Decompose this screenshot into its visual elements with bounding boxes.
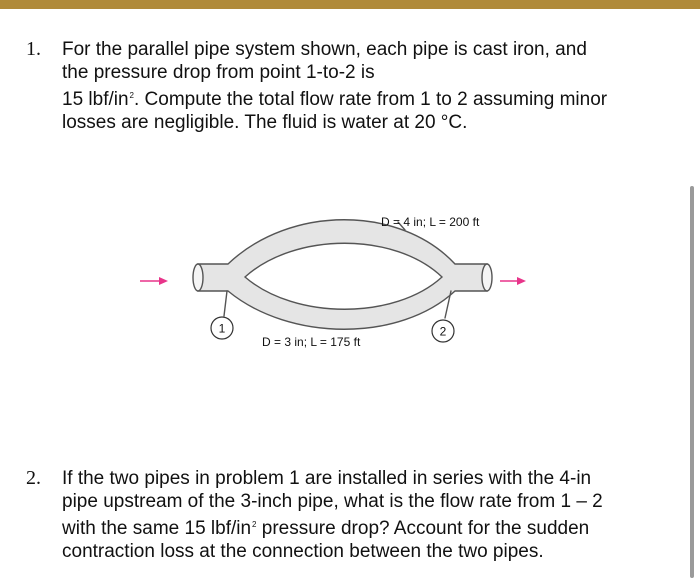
problem-1-line-3-pre: 15 lbf/in (62, 89, 129, 110)
vertical-scrollbar[interactable] (690, 186, 694, 578)
point-2-label: 2 (439, 324, 447, 339)
point-1-leader (224, 291, 227, 316)
problem-2-line-3-post: pressure drop? Account for the sudden (256, 518, 590, 539)
problem-2-line-4: contraction loss at the connection between the two pipes. (62, 541, 544, 562)
problem-2-line-2: pipe upstream of the 3-inch pipe, what is the flow rate from 1 – 2 (62, 491, 603, 512)
problem-1-line-4: losses are negligible. The fluid is water at 20 °C. (62, 112, 468, 133)
problem-2-number: 2. (26, 467, 41, 489)
outlet-arrow-head (517, 277, 526, 285)
problem-1-line-3-post: . Compute the total flow rate from 1 to 2 assuming minor (134, 89, 608, 110)
problem-1-number: 1. (26, 38, 41, 60)
problem-1-line-2: the pressure drop from point 1-to-2 is (62, 62, 375, 83)
top-pipe-label: D = 4 in; L = 200 ft (381, 215, 480, 229)
squared-superscript: 2 (129, 91, 134, 100)
point-1-label: 1 (218, 321, 226, 336)
problem-2 (26, 467, 666, 563)
problem-2-line-3 (62, 513, 666, 540)
problem-2-text (62, 467, 666, 563)
inlet-arrow-head (159, 277, 168, 285)
squared-superscript: 2 (252, 520, 257, 529)
bottom-pipe-label: D = 3 in; L = 175 ft (262, 335, 361, 349)
problem-2-line-3-pre: with the same 15 lbf/in (62, 518, 252, 539)
outlet-end-cap (482, 264, 492, 291)
problem-1-line-1: For the parallel pipe system shown, each pipe is cast iron, and (62, 39, 587, 60)
inlet-end-cap (193, 264, 203, 291)
problem-2-line-1: If the two pipes in problem 1 are installed in series with the 4-in (62, 468, 592, 489)
